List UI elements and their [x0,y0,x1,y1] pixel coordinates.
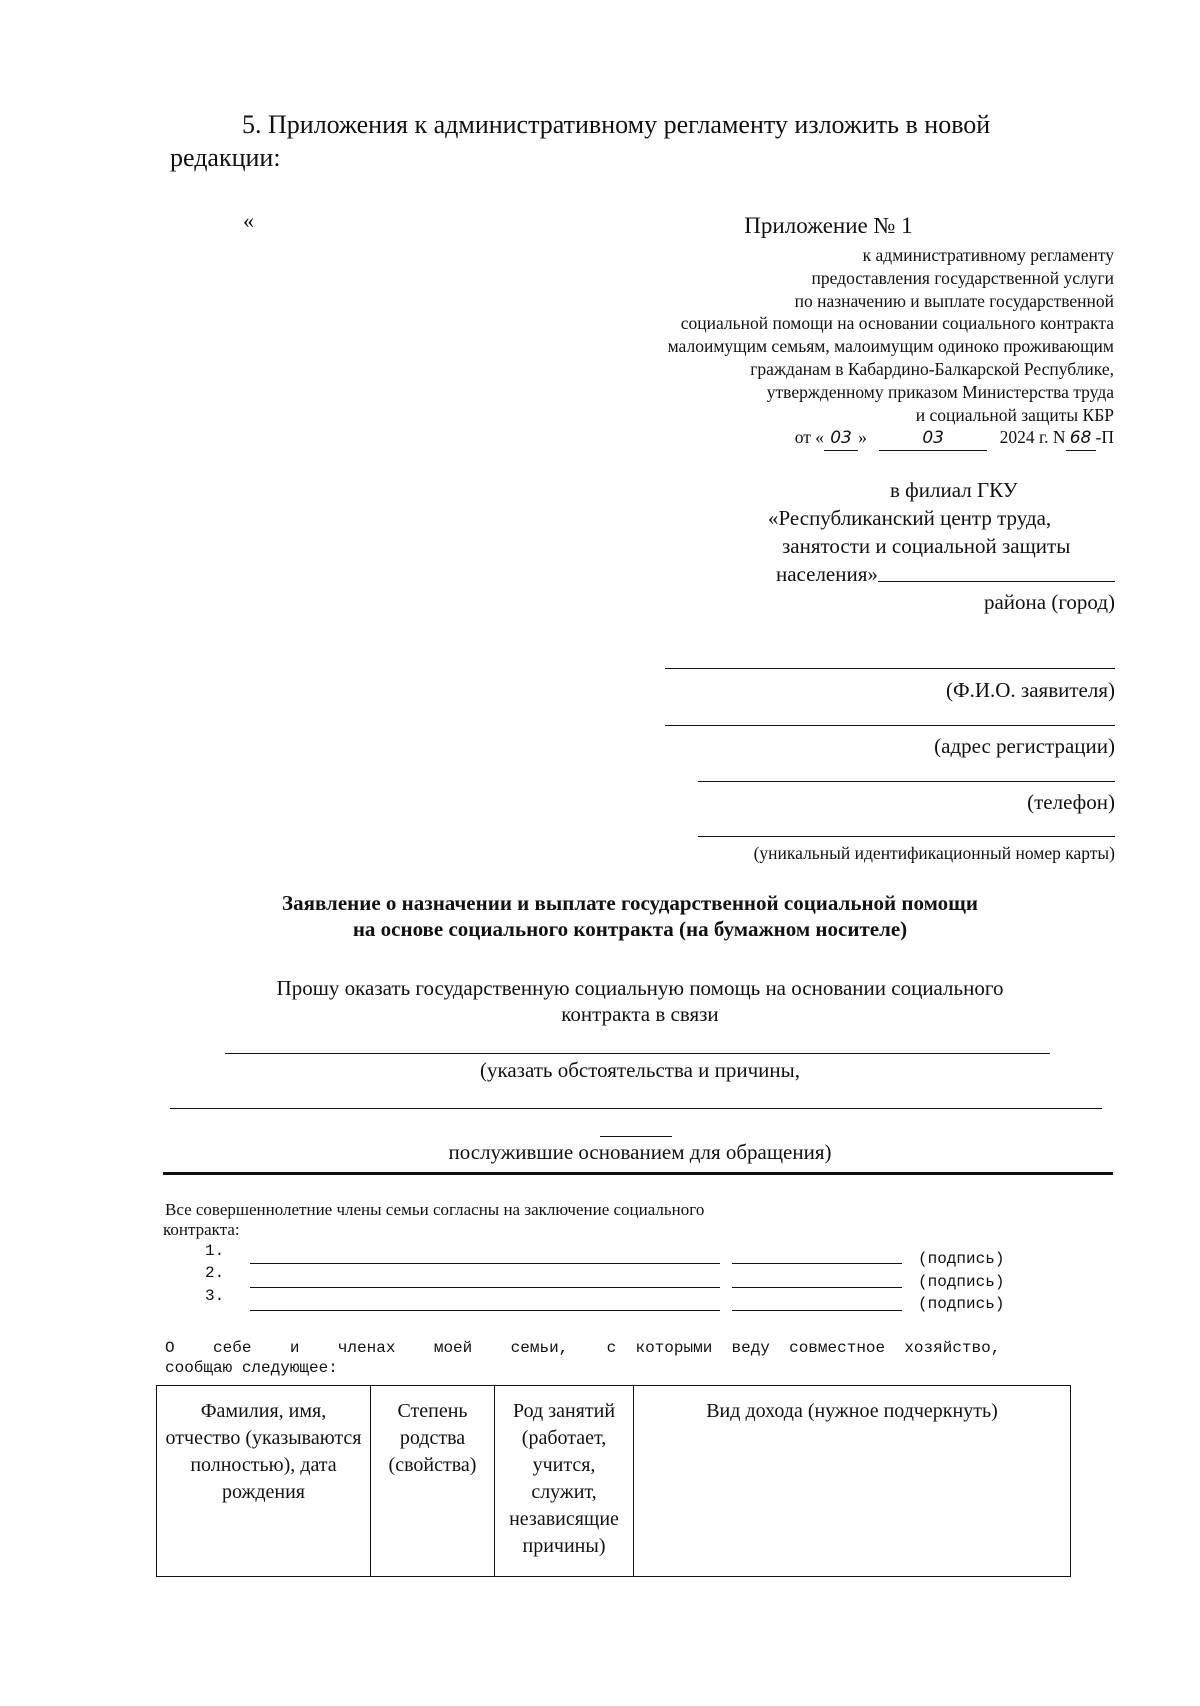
family-table [156,1385,1071,1577]
consent-line-2: контракта: [163,1220,240,1239]
reason-blank-2 [170,1108,1102,1109]
card-blank [698,836,1115,837]
section-divider [163,1172,1113,1175]
member-3-sign-label: (подпись) [918,1295,1005,1313]
member-3-sign-blank [732,1310,902,1311]
about-line-2: сообщаю следующее: [165,1359,338,1377]
header-occupation: Род занятий (работает, учится, служит, независящие причины) [495,1386,634,1577]
intro-line-1: 5. Приложения к административному регламенту изложить в новой [242,110,991,139]
addressee-line-1: в филиал ГКУ [890,478,1018,502]
appendix-line: предоставления государственной услуги [811,267,1114,288]
member-row-2: 2. [205,1264,225,1282]
district-blank [878,560,1115,582]
member-row-1: 1. [205,1242,225,1260]
card-label: (уникальный идентификационный номер карты) [753,843,1115,863]
reason-blank-short [600,1136,672,1137]
addressee-line-2: «Республиканский центр труда, [768,506,1052,530]
request-paragraph [160,975,1120,1027]
address-label: (адрес регистрации) [934,734,1115,758]
appendix-title: Приложение № 1 [744,213,913,238]
member-3-name-blank [250,1310,720,1311]
member-2-name-blank [250,1287,720,1288]
heading-line-1: Заявление о назначении и выплате государственной социальной помощи [282,891,978,915]
header-income-type: Вид дохода (нужное подчеркнуть) [634,1386,1071,1577]
reason-hint-2: послужившие основанием для обращения) [448,1140,832,1164]
fio-blank [665,668,1115,669]
reason-hint-1: (указать обстоятельства и причины, [479,1058,801,1082]
member-2-sign-blank [732,1287,902,1288]
appendix-date-line: от « 03 » 03 2024 г. N 68 -П [560,426,1114,451]
appendix-line: гражданам в Кабардино-Балкарской Республике, [750,358,1114,379]
handwritten-number: 68 [1066,427,1096,451]
member-1-name-blank [250,1263,720,1264]
request-line-2: контракта в связи [561,1002,719,1026]
header-full-name: Фамилия, имя, отчество (указываются полностью), дата рождения [157,1386,371,1577]
address-blank [665,725,1115,726]
application-heading [130,890,1130,942]
addressee-block [720,476,1115,616]
appendix-description [560,244,1114,451]
consent-text [165,1200,965,1240]
member-2-sign-label: (подпись) [918,1273,1005,1291]
appendix-line: и социальной защиты КБР [915,404,1114,425]
request-line-1: Прошу оказать государственную социальную помощь на основании социального [276,976,1004,1000]
member-1-sign-label: (подпись) [918,1250,1005,1268]
member-row-3: 3. [205,1287,225,1305]
intro-line-2: редакции: [170,143,281,172]
phone-blank [698,781,1115,782]
appendix-line: социальной помощи на основании социального контракта [680,313,1114,334]
header-kinship: Степень родства (свойства) [371,1386,495,1577]
table-header-row [157,1386,1071,1577]
appendix-line: утвержденному приказом Министерства труда [766,381,1114,402]
consent-line-1: Все совершеннолетние члены семьи согласны на заключение социального [165,1200,705,1219]
appendix-line: к административному регламенту [862,245,1114,265]
fio-label: (Ф.И.О. заявителя) [946,678,1115,702]
addressee-line-5: района (город) [983,590,1115,614]
heading-line-2: на основе социального контракта (на бумажном носителе) [352,917,908,941]
reason-blank-1 [225,1053,1050,1054]
addressee-line-3: занятости и социальной защиты [782,534,1071,558]
about-line-1: О себе и членах моей семьи, с которыми веду совместное хозяйство, [165,1339,1001,1357]
opening-quote: « [243,208,254,233]
appendix-line: по назначению и выплате государственной [794,290,1114,311]
phone-label: (телефон) [1027,790,1115,814]
addressee-line-4: населения» [720,560,1115,588]
intro-paragraph [170,108,1114,174]
handwritten-day: 03 [824,427,858,451]
appendix-line: малоимущим семьям, малоимущим одиноко проживающим [667,336,1114,357]
handwritten-month: 03 [879,427,987,451]
member-1-sign-blank [732,1263,902,1264]
about-family-text [165,1338,1125,1378]
